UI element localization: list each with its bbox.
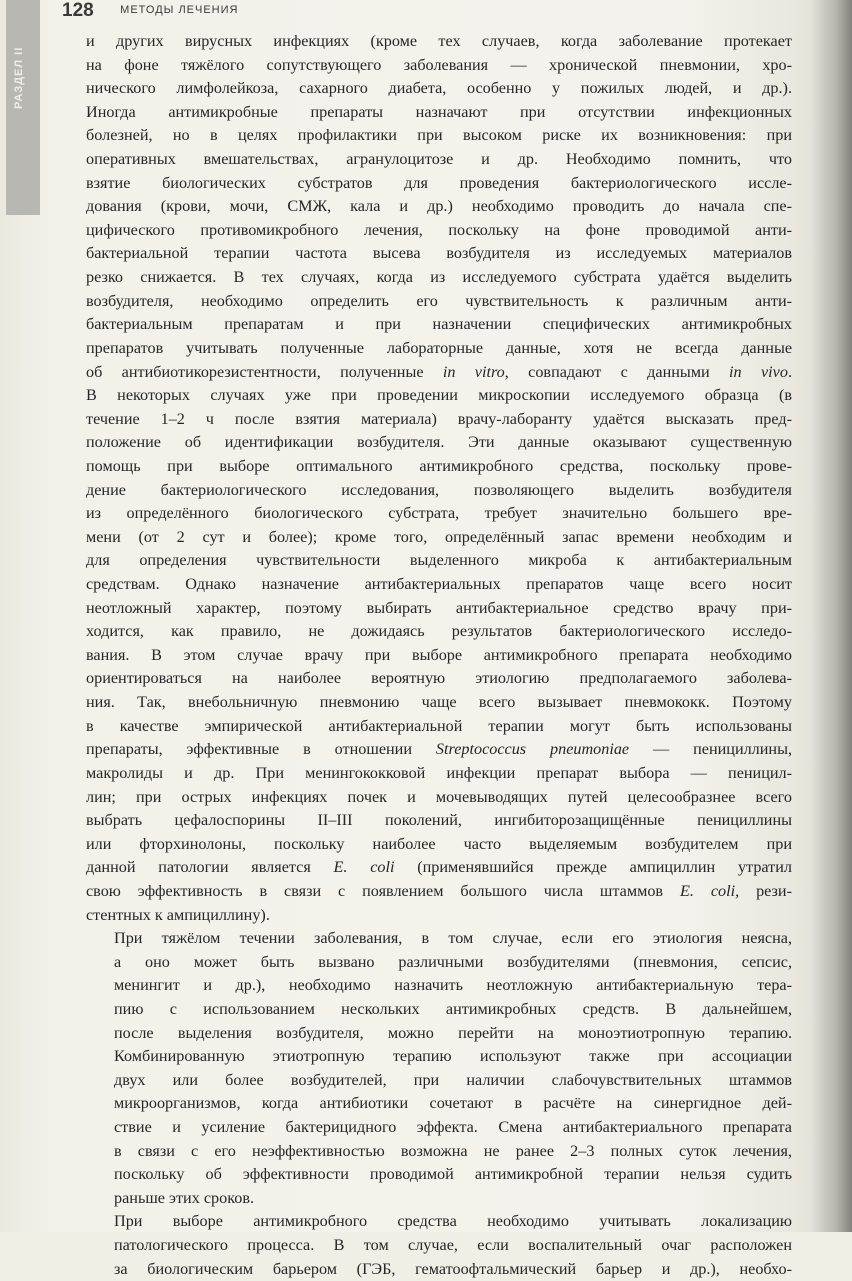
text-line: в связи с его неэффективностью возможна не ранее 2–3 полных суток лечения,: [114, 1141, 792, 1160]
page-header: [62, 0, 238, 26]
text-line: Иногда антимикробные препараты назначают при отсутствии инфекционных: [86, 102, 792, 121]
section-side-tab-label: РАЗДЕЛ II: [13, 46, 25, 110]
text-line: за биологическим барьером (ГЭБ, гематоофтальмический барьер и др.), необхо-: [114, 1259, 792, 1278]
text-line: возбудителя, необходимо определить его чувствительность к различным анти-: [86, 291, 792, 310]
text-line: и других вирусных инфекциях (кроме тех случаев, когда заболевание протекает: [86, 32, 792, 50]
text-line: в качестве эмпирической антибактериальной терапии могут быть использованы: [86, 716, 792, 735]
text-line: раньше этих сроков.: [114, 1188, 255, 1207]
paragraph: [86, 30, 792, 927]
text-line: болезней, но в целях профилактики при высоком риске их возникновения: при: [86, 126, 792, 145]
text-line: ходится, как правило, не дожидаясь результатов бактериологического исследо-: [86, 622, 792, 641]
text-line: или фторхинолоны, поскольку наиболее часто выделяемым возбудителем при: [86, 834, 792, 853]
text-line: ния. Так, внебольничную пневмонию чаще всего вызывает пневмококк. Поэтому: [86, 693, 792, 712]
text-line: резко снижается. В тех случаях, когда из исследуемого субстрата удаётся выделить: [86, 268, 792, 287]
text-line: мени (от 2 сут и более); кроме того, определённый запас времени необходим и: [86, 527, 792, 546]
text-line: препаратов учитывать полученные лабораторные данные, хотя не всегда данные: [86, 338, 792, 357]
text-line: цифического противомикробного лечения, поскольку на фоне проводимой анти-: [86, 220, 792, 239]
text-line: пию с использованием нескольких антимикробных средств. В дальнейшем,: [114, 999, 792, 1018]
text-line: положение об идентификации возбудителя. Эти данные оказывают существенную: [86, 433, 792, 452]
text-line: препараты, эффективные в отношении Streptococcus pneumoniae — пенициллины,: [86, 740, 793, 759]
text-line: макролиды и др. При менингококковой инфекции препарат выбора — пеницил-: [86, 763, 792, 782]
text-line: а оно может быть вызвано различными возбудителями (пневмония, сепсис,: [114, 952, 792, 971]
text-line: дования (крови, мочи, СМЖ, кала и др.) необходимо проводить до начала спе-: [86, 197, 792, 216]
text-line: бактериальной терапии частота высева возбудителя из исследуемых материалов: [86, 244, 792, 263]
text-line: стентных к ампициллину).: [86, 905, 270, 924]
text-line: микроорганизмов, когда антибиотики сочетают в расчёте на синергидное дей-: [114, 1094, 792, 1113]
text-line: вания. В этом случае врачу при выборе антимикробного препарата необходимо: [86, 645, 792, 664]
text-line: выбрать цефалоспорины II–III поколений, ингибиторозащищённые пенициллины: [86, 811, 792, 830]
text-line: об антибиотикорезистентности, полученные in vitro, совпадают с данными in vivo.: [86, 362, 792, 381]
text-line: бактериальным препаратам и при назначении специфических антимикробных: [86, 315, 792, 334]
text-line: При выборе антимикробного средства необходимо учитывать локализацию: [114, 1212, 792, 1231]
text-line: оперативных вмешательствах, агранулоцитозе и др. Необходимо помнить, что: [86, 150, 792, 169]
paragraph: [86, 1210, 792, 1281]
section-side-tab: [6, 0, 40, 215]
text-line: помощь при выборе оптимального антимикробного средства, поскольку прове-: [86, 456, 792, 475]
text-line: менингит и др.), необходимо назначить неотложную антибактериальную тера-: [114, 976, 792, 995]
text-line: из определённого биологического субстрата, требует значительно большего вре-: [86, 504, 792, 523]
text-line: взятие биологических субстратов для проведения бактериологического иссле-: [86, 173, 792, 192]
page-spine-shadow: [812, 0, 852, 1232]
text-line: на фоне тяжёлого сопутствующего заболевания — хронической пневмонии, хро-: [86, 55, 792, 74]
text-line: нического лимфолейкоза, сахарного диабета, особенно у пожилых людей, и др.).: [86, 79, 792, 98]
text-line: двух или более возбудителей, при наличии слабочувствительных штаммов: [114, 1070, 792, 1089]
page-number: 128: [62, 0, 94, 21]
text-line: Комбинированную этиотропную терапию используют также при ассоциации: [114, 1047, 792, 1066]
text-line: патологического процесса. В том случае, если воспалительный очаг расположен: [114, 1236, 792, 1255]
text-line: данной патологии является E. coli (применявшийся прежде ампициллин утратил: [86, 858, 792, 877]
text-line: течение 1–2 ч после взятия материала) врачу-лаборанту удаётся высказать пред-: [86, 409, 792, 428]
text-line: поскольку об эффективности проводимой антимикробной терапии нельзя судить: [114, 1165, 792, 1184]
text-line: для определения чувствительности выделенного микроба к антибактериальным: [86, 551, 792, 570]
text-line: В некоторых случаях уже при проведении микроскопии исследуемого образца (в: [86, 386, 792, 405]
body-text: [86, 30, 792, 1281]
text-line: средствам. Однако назначение антибактериальных препаратов чаще всего носит: [86, 575, 792, 594]
paragraph: [86, 927, 792, 1210]
running-title: МЕТОДЫ ЛЕЧЕНИЯ: [120, 4, 239, 16]
text-line: свою эффективность в связи с появлением большого числа штаммов E. coli, рези-: [86, 881, 792, 900]
text-line: ствие и усиление бактерицидного эффекта. Смена антибактериального препарата: [114, 1118, 792, 1137]
text-line: ориентироваться на наиболее вероятную этиологию предполагаемого заболева-: [86, 669, 792, 688]
text-line: дение бактериологического исследования, позволяющего выделить возбудителя: [86, 480, 792, 499]
text-line: неотложный характер, поэтому выбирать антибактериальное средство врачу при-: [86, 598, 792, 617]
text-line: лин; при острых инфекциях почек и мочевыводящих путей целесообразнее всего: [86, 787, 792, 806]
text-line: При тяжёлом течении заболевания, в том случае, если его этиология неясна,: [114, 929, 792, 948]
text-line: после выделения возбудителя, можно перейти на моноэтиотропную терапию.: [114, 1023, 792, 1042]
